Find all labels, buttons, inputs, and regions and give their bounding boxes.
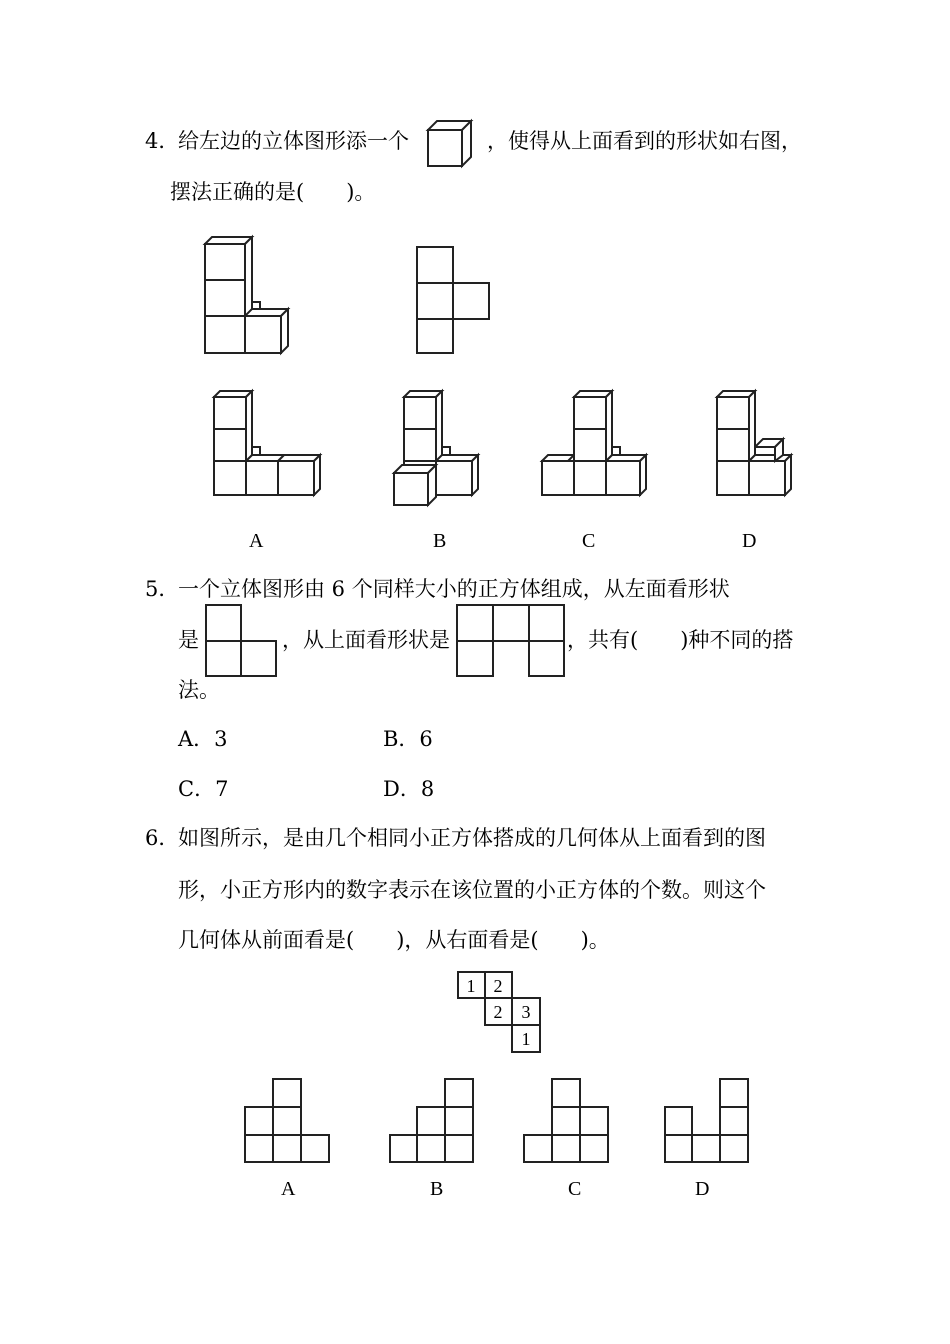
q6-option-d-label: D	[695, 1178, 710, 1200]
q5-option-a: A．3	[178, 727, 228, 751]
q6-option-b-label: B	[430, 1178, 444, 1200]
q4-option-b-label: B	[433, 530, 447, 552]
q4-option-a-label: A	[249, 530, 264, 552]
q4-option-b-figure	[390, 387, 490, 517]
q5-text-line1: 一个立体图形由 6 个同样大小的正方体组成，从左面看形状	[178, 577, 730, 601]
q4-number: 4．	[145, 129, 180, 153]
q6-option-c-label: C	[568, 1178, 582, 1200]
grid-number: 2	[493, 1002, 503, 1022]
q5-text-line3: 法。	[178, 678, 220, 702]
q4-text-line2: 摆法正确的是( )。	[170, 180, 376, 204]
q6-option-a-label: A	[281, 1178, 296, 1200]
q6-text-line3: 几何体从前面看是( )，从右面看是( )。	[178, 928, 610, 952]
q6-option-c-figure	[522, 1077, 612, 1167]
q5-option-d: D．8	[383, 777, 435, 801]
q6-top-view-grid	[456, 970, 546, 1060]
q5-top-view-figure	[455, 603, 567, 679]
q4-solid-figure	[200, 232, 300, 362]
q5-text-line2-a: 是	[178, 628, 199, 652]
grid-number: 3	[521, 1002, 531, 1022]
q5-left-view-figure	[204, 603, 280, 679]
q4-option-d-figure	[713, 387, 813, 507]
q6-option-a-figure	[243, 1077, 333, 1167]
grid-number: 1	[521, 1029, 531, 1049]
grid-number: 2	[493, 976, 503, 996]
q4-text-line1-before: 给左边的立体图形添一个	[178, 129, 409, 153]
q4-option-d-label: D	[742, 530, 757, 552]
q4-option-a-figure	[210, 387, 340, 507]
q5-text-line2-c: ，共有( )种不同的搭	[567, 628, 794, 652]
q5-option-c: C．7	[178, 777, 229, 801]
q4-top-view-figure	[415, 245, 495, 370]
single-cube-icon	[425, 118, 485, 178]
q5-option-b: B．6	[383, 727, 433, 751]
q4-option-c-figure	[538, 387, 658, 507]
q6-option-b-figure	[388, 1077, 478, 1167]
q4-text-line1-after: ，使得从上面看到的形状如右图，	[487, 129, 802, 153]
q6-number: 6．	[145, 826, 180, 850]
q6-text-line2: 形，小正方形内的数字表示在该位置的小正方体的个数。则这个	[178, 878, 766, 902]
q4-option-c-label: C	[582, 530, 596, 552]
q6-text-line1: 如图所示，是由几个相同小正方体搭成的几何体从上面看到的图	[178, 826, 766, 850]
q5-number: 5．	[145, 577, 180, 601]
grid-number: 1	[466, 976, 476, 996]
q6-option-d-figure	[663, 1077, 753, 1167]
q5-text-line2-b: ，从上面看形状是	[282, 628, 450, 652]
